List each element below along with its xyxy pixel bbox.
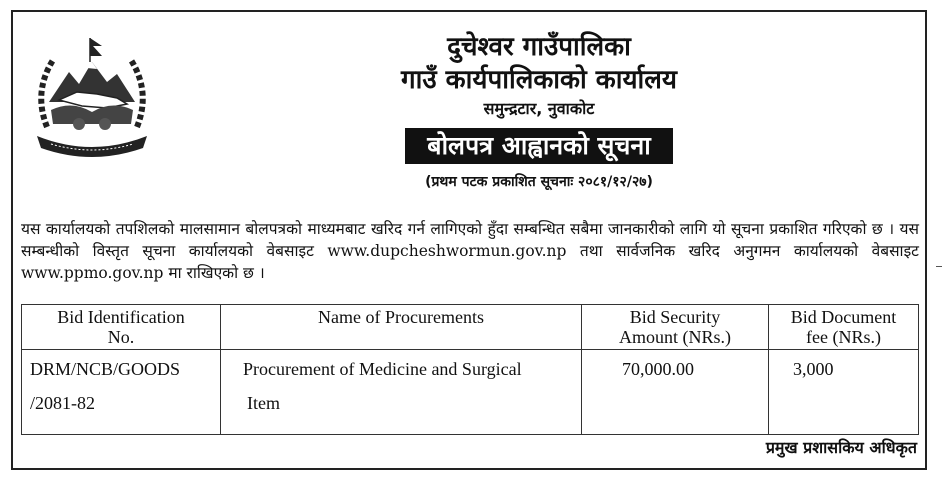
cell-bid-id [22,350,221,435]
nepal-government-emblem-icon [27,32,157,162]
cell-procurement-name-line1: Procurement of Medicine and Surgical [243,359,522,379]
col-header-bid-id-line2: No. [107,327,135,347]
cell-bid-id-line2: /2081-82 [30,393,95,413]
table-header-row [22,305,919,350]
municipality-name: दुचेश्वर गाउँपालिका [447,32,631,62]
bid-notice [11,10,927,470]
procurement-table [21,304,919,435]
table-row [22,350,919,435]
col-header-name-text: Name of Procurements [318,307,484,327]
notice-body-paragraph: यस कार्यालयको तपशिलको मालसामान बोलपत्रको माध्यमबाट खरिद गर्न लागिएको हुँदा सम्बन्धित सबैमा जानकारीको लागि यो सूचना प्रकाशित गरिएको छ । यस सम्बन्धीको विस्तृत सूचना कार्यालयको वेबसाइट www.dupcheshwormun.gov.np तथा सार्वजनिक खरिद अनुगमन कार्यालयको वेबसाइट www.ppmo.gov.np मा राखिएको छ । [21,220,919,282]
col-header-security [582,305,769,350]
col-header-fee [769,305,919,350]
col-header-fee-line1: Bid Document [790,307,897,327]
signatory-title: प्रमुख प्रशासकिय अधिकृत [765,438,917,457]
cell-procurement-name-line2: Item [247,393,280,413]
col-header-fee-line2: fee (NRs.) [806,327,881,347]
office-name: गाउँ कार्यपालिकाको कार्यालय [401,65,677,95]
cell-document-fee: 3,000 [769,350,919,435]
col-header-bid-id [22,305,221,350]
notice-title-banner: बोलपत्र आह्वानको सूचना [405,128,672,164]
publication-note: (प्रथम पटक प्रकाशित सूचनाः २०८१/१२/२७) [425,174,653,190]
office-location: समुन्द्रटार, नुवाकोट [483,99,595,118]
notice-header [163,30,915,192]
col-header-security-line1: Bid Security [629,307,721,327]
cell-procurement-name [221,350,582,435]
cell-bid-security: 70,000.00 [582,350,769,435]
cell-bid-id-line1: DRM/NCB/GOODS [30,359,181,379]
divider [936,266,942,267]
col-header-bid-id-line1: Bid Identification [57,307,185,327]
col-header-name [221,305,582,350]
col-header-security-line2: Amount (NRs.) [619,327,731,347]
